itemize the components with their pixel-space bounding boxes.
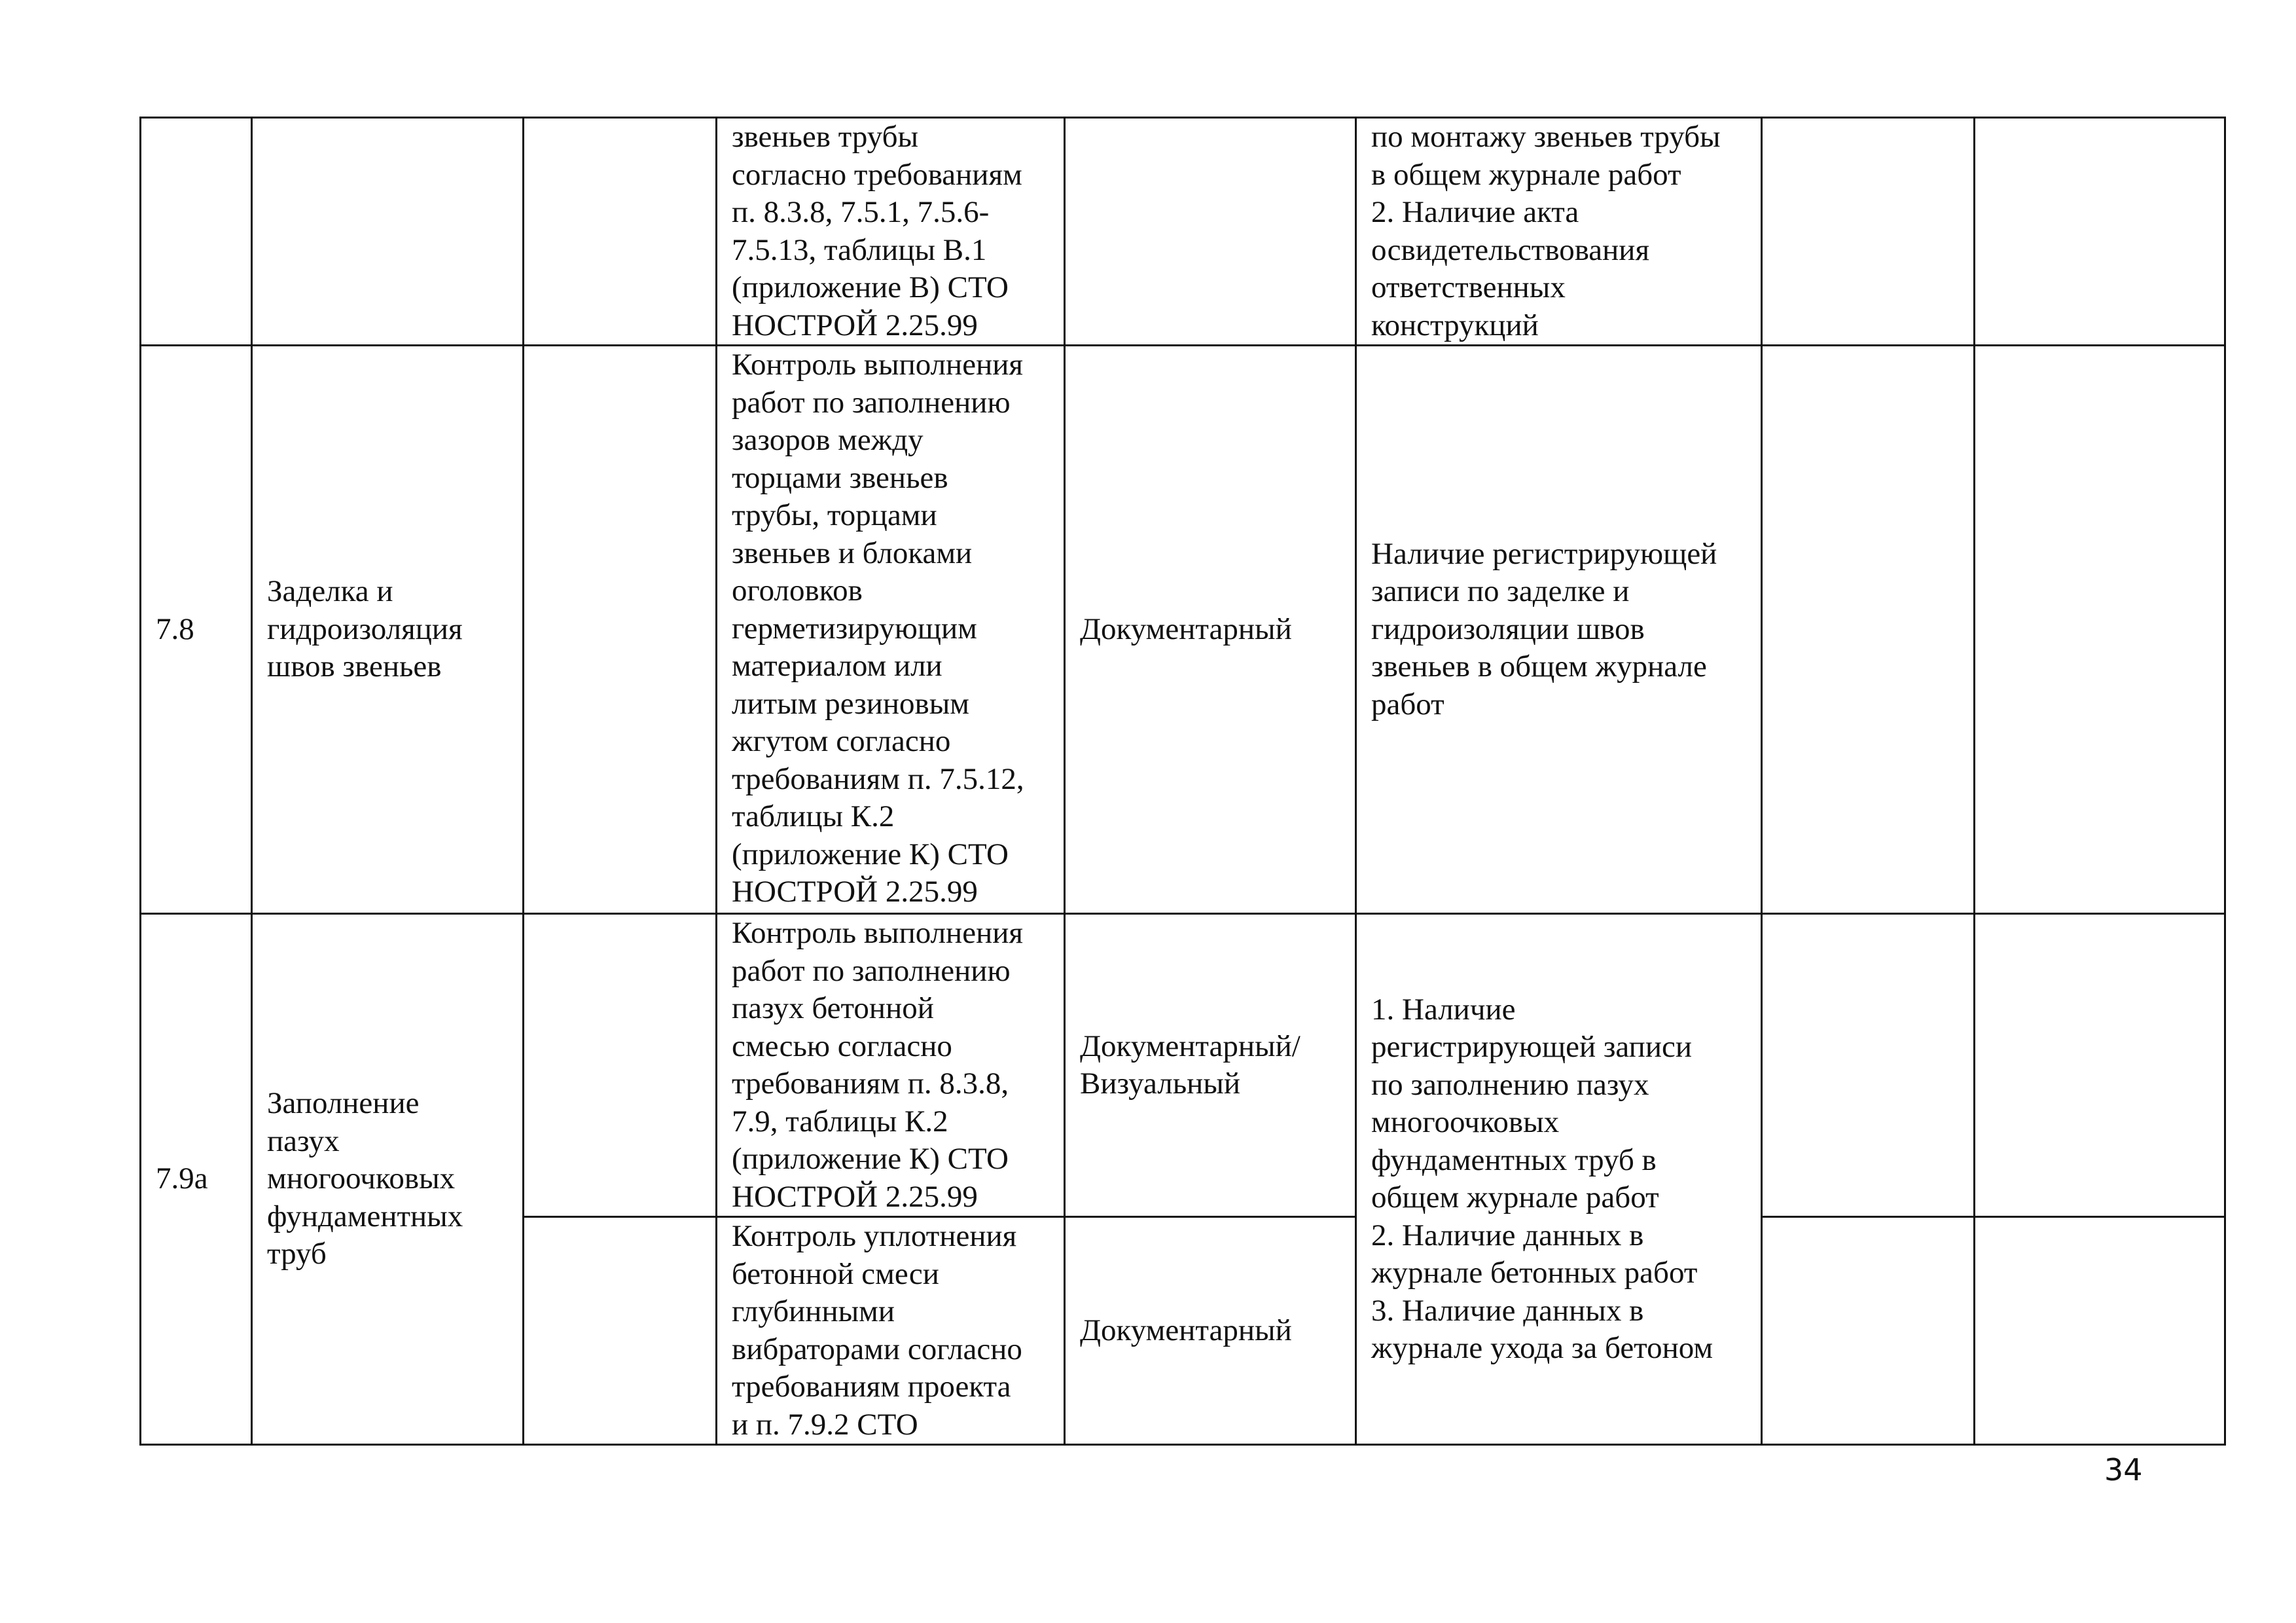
cell-col8 [1975,346,2225,914]
cell-method [1065,118,1356,346]
cell-control: Контроль выполнения работ по заполнению пазух бетонной смесью согласно требованиям п. 8.3.8, 7.9, таблицы К.2 (приложение К) СТО НОСТРОЙ 2.25.99 [717,914,1065,1217]
cell-col7 [1762,1217,1975,1445]
cell-name: Заделка и гидроизоляция швов звеньев [252,346,524,914]
cell-num: 7.9а [141,914,252,1445]
cell-col3 [524,914,717,1217]
page-number: 34 [2104,1452,2143,1487]
cell-name: Заполнение пазух многоочковых фундаментных труб [252,914,524,1445]
cell-method: Документарный [1065,346,1356,914]
cell-col3 [524,1217,717,1445]
cell-num: 7.8 [141,346,252,914]
cell-num [141,118,252,346]
cell-method: Документарный [1065,1217,1356,1445]
cell-col3 [524,118,717,346]
cell-col8 [1975,914,2225,1217]
cell-method: Документарный/ Визуальный [1065,914,1356,1217]
cell-col7 [1762,346,1975,914]
inspection-table [139,117,2226,1446]
cell-document: 1. Наличие регистрирующей записи по заполнению пазух многоочковых фундаментных труб в общем журнале работ 2. Наличие данных в журнале бетонных работ 3. Наличие данных в журнале ухода за бетоном [1356,914,1762,1445]
cell-control: Контроль уплотнения бетонной смеси глубинными вибраторами согласно требованиям проекта и п. 7.9.2 СТО [717,1217,1065,1445]
cell-col7 [1762,118,1975,346]
cell-document: по монтажу звеньев трубы в общем журнале работ 2. Наличие акта освидетельствования ответственных конструкций [1356,118,1762,346]
cell-control: Контроль выполнения работ по заполнению зазоров между торцами звеньев трубы, торцами звеньев и блоками оголовков герметизирующим материалом или литым резиновым жгутом согласно требованиям п. 7.5.12, таблицы К.2 (приложение К) СТО НОСТРОЙ 2.25.99 [717,346,1065,914]
cell-col7 [1762,914,1975,1217]
table-row-continuation [141,118,2225,346]
table-row-7-8 [141,346,2225,914]
table-row-7-9a [141,914,2225,1217]
cell-control: звеньев трубы согласно требованиям п. 8.3.8, 7.5.1, 7.5.6- 7.5.13, таблицы В.1 (приложение В) СТО НОСТРОЙ 2.25.99 [717,118,1065,346]
cell-col8 [1975,1217,2225,1445]
cell-col3 [524,346,717,914]
cell-name [252,118,524,346]
cell-col8 [1975,118,2225,346]
cell-document: Наличие регистрирующей записи по заделке и гидроизоляции швов звеньев в общем журнале работ [1356,346,1762,914]
